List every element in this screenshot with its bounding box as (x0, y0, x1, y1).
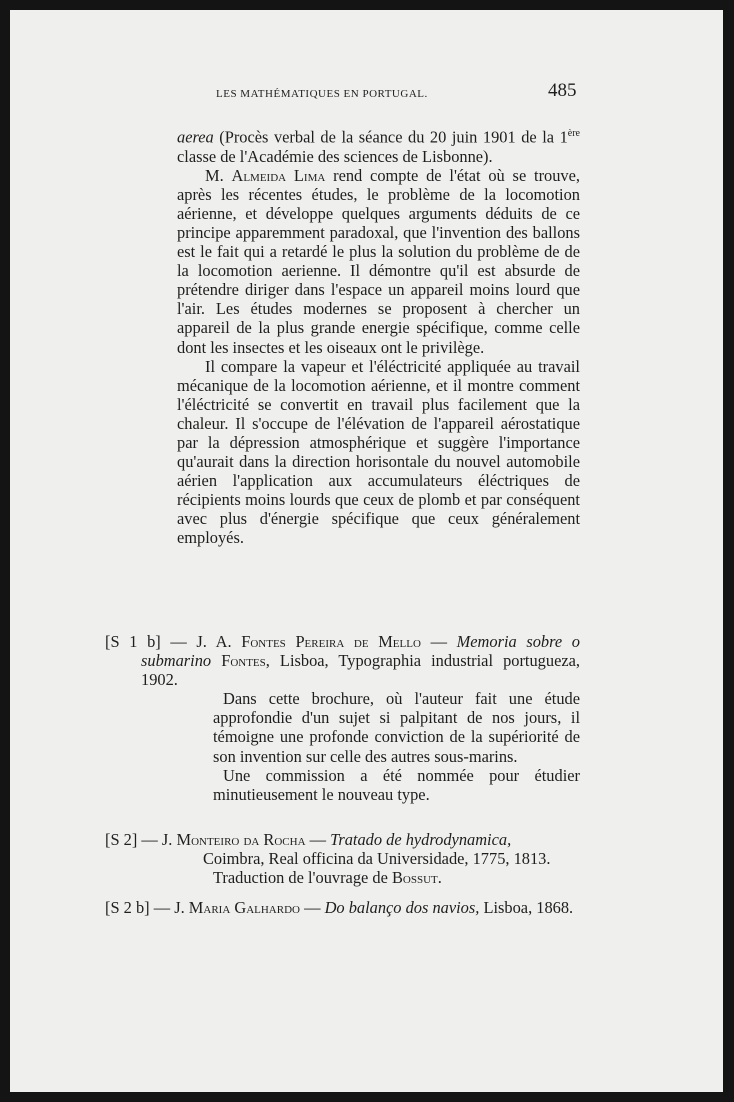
document-page (10, 10, 723, 1092)
entry-title: Memoria sobre o submarino (141, 632, 581, 671)
paragraph-vapeur: Il compare la vapeur et l'éléctricité appliquée au travail mécanique de la locomotion aérienne, et il montre comment l'éléctricité se convertit en travail plus facilement que la chaleur. Il s'occupe de l'élévation de l'appareil aérostatique par la dépression atmosphérique et suggère l'importance qu'aurait dans la direction horisontale du nouvel automobile aérien l'application aux accumulateurs éléctriques de récipients moins lourds que ceux de plomb et par conséquent avec plus d'énergie spécifique que ceux généralement employés. (177, 356, 580, 548)
aerea-word: aerea (177, 127, 214, 147)
page-number: 485 (548, 80, 577, 101)
entry-author: Maria Galhardo (188, 898, 300, 917)
paragraph-almeida-lima: M. Almeida Lima rend compte de l'état où se trouve, après les récentes études, le problème de la locomotion aérienne, et développe quelques arguments déduits de ce principe apparemment paradoxal, que l'invention des ballons est le fait qui a retardé le plus la solution du problème de de la locomotion aerienne. Il démontre qu'il est absurde de prétendre diriger dans l'espace un appareil moins lourd que l'air. Les études modernes se proposent à chercher un appareil de la plus grande energie spécifique, comme celle dont les insectes et les oiseaux ont le privilège. (177, 165, 580, 357)
entry-tag: [S 1 b] (105, 632, 161, 651)
entry-publication: Coimbra, Real officina da Universidade, 1775, 1813. (203, 849, 551, 869)
entry-author-2: Fontes (221, 651, 266, 671)
entry-tag: [S 2 b] (105, 898, 150, 917)
entry-s1b: [S 1 b] — J. A. Fontes Pereira de Mello — Memoria sobre o submarino Fontes, Lisboa, Typographia industrial portugueza, 1902. Dans cette brochure, où l'auteur fait une étude approfondie d'un sujet si palpitant de nos jours, il témoigne une profonde conviction de la supériorité de son invention sur celle des autres sous-marins. Une commission a été nommée pour étudier minutieusement le nouveau type. (105, 632, 581, 804)
entry-tag: [S 2] (105, 830, 138, 849)
superscript: ère (567, 128, 580, 139)
entry-title: Tratado de hydrodynamica, (330, 830, 512, 849)
entry-translation: Traduction de l'ouvrage de Bossut. (213, 868, 442, 888)
translation-author: Bossut (391, 868, 438, 888)
entry-title: Do balanço dos navios, (324, 898, 480, 917)
entry-author: Fontes Pereira de Mello (241, 632, 421, 651)
author-almeida-lima: Almeida Lima (231, 165, 326, 185)
entry-s2: [S 2] — J. Monteiro da Rocha — Tratado de hydrodynamica, Coimbra, Real officina da Universidade, 1775, 1813. Traduction de l'ouvrage de Bossut. (105, 830, 580, 887)
entry-note: Dans cette brochure, où l'auteur fait une étude approfondie d'un sujet si palpitant de nos jours, il témoigne une profonde conviction de la supériorité de son invention sur celle des autres sous-marins. (213, 689, 580, 766)
entry-author: Monteiro da Rocha (176, 830, 306, 849)
running-header: LES MATHÉMATIQUES EN PORTUGAL. (216, 88, 428, 100)
entry-note: Une commission a été nommée pour étudier minutieusement le nouveau type. (213, 765, 580, 804)
main-text (177, 124, 580, 548)
continuation-paragraph: aerea (Procès verbal de la séance du 20 juin 1901 de la 1ère classe de l'Académie des sciences de Lisbonne). (177, 127, 580, 166)
entry-s2b: [S 2 b] — J. Maria Galhardo — Do balanço dos navios, Lisboa, 1868. (105, 898, 574, 917)
